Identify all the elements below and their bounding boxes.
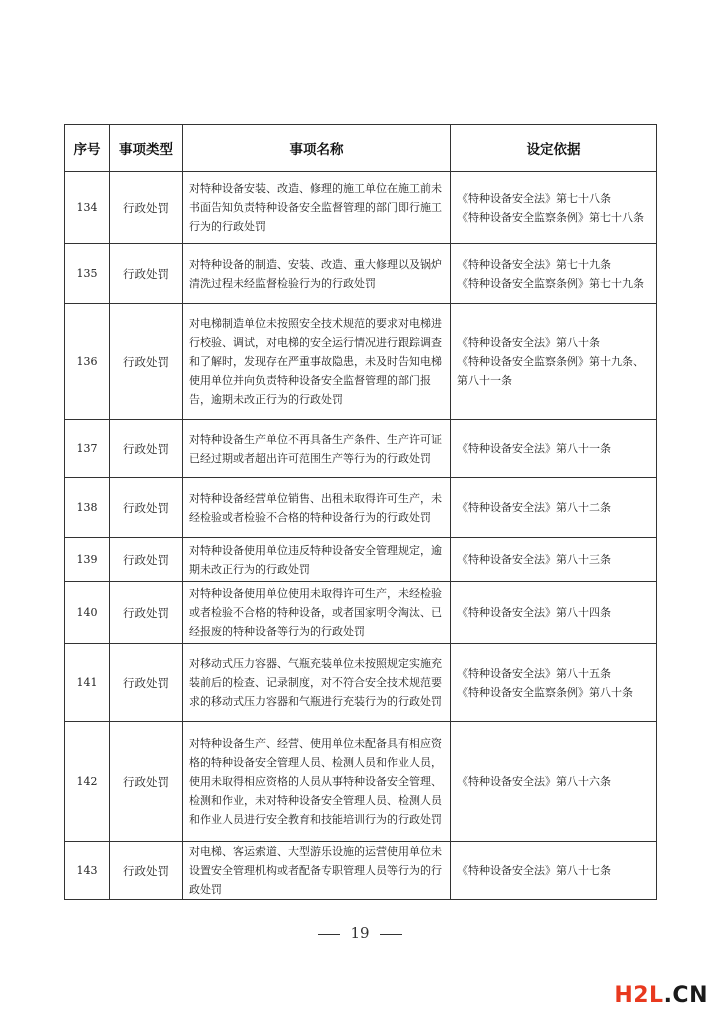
table-row bbox=[65, 420, 657, 478]
basis-line: 《特种设备安全法》第八十条 bbox=[457, 336, 600, 349]
basis-line: 《特种设备安全监察条例》第十九条、第八十一条 bbox=[457, 355, 644, 387]
table-row bbox=[65, 644, 657, 722]
row-type: 行政处罚 bbox=[110, 842, 183, 900]
row-seq: 139 bbox=[65, 538, 110, 582]
basis-line: 《特种设备安全法》第八十七条 bbox=[457, 864, 611, 877]
site-watermark bbox=[614, 983, 708, 1008]
row-type: 行政处罚 bbox=[110, 244, 183, 304]
row-name: 对电梯、客运索道、大型游乐设施的运营使用单位未设置安全管理机构或者配备专职管理人员等行为的行政处罚 bbox=[183, 842, 451, 900]
row-seq: 134 bbox=[65, 172, 110, 244]
row-type: 行政处罚 bbox=[110, 644, 183, 722]
items-table bbox=[64, 124, 657, 900]
row-type: 行政处罚 bbox=[110, 420, 183, 478]
row-type: 行政处罚 bbox=[110, 172, 183, 244]
page-number bbox=[0, 924, 720, 942]
table-row bbox=[65, 538, 657, 582]
row-basis bbox=[451, 244, 657, 304]
row-name: 对电梯制造单位未按照安全技术规范的要求对电梯进行校验、调试，对电梯的安全运行情况进行跟踪调查和了解时，发现存在严重事故隐患，未及时告知电梯使用单位并向负责特种设备安全监督管理的部门报告，逾期未改正行为的行政处罚 bbox=[183, 304, 451, 420]
basis-line: 《特种设备安全法》第八十五条 bbox=[457, 666, 611, 680]
row-seq: 143 bbox=[65, 842, 110, 900]
row-basis bbox=[451, 538, 657, 582]
row-seq: 140 bbox=[65, 582, 110, 644]
table-row bbox=[65, 244, 657, 304]
row-name: 对移动式压力容器、气瓶充装单位未按照规定实施充装前后的检查、记录制度，对不符合安全技术规范要求的移动式压力容器和气瓶进行充装行为的行政处罚 bbox=[183, 644, 451, 722]
row-seq: 136 bbox=[65, 304, 110, 420]
basis-line: 《特种设备安全法》第八十一条 bbox=[457, 442, 611, 455]
row-type: 行政处罚 bbox=[110, 478, 183, 538]
row-basis bbox=[451, 478, 657, 538]
row-name: 对特种设备的制造、安装、改造、重大修理以及锅炉清洗过程未经监督检验行为的行政处罚 bbox=[183, 244, 451, 304]
row-seq: 141 bbox=[65, 644, 110, 722]
row-seq: 138 bbox=[65, 478, 110, 538]
row-seq: 137 bbox=[65, 420, 110, 478]
row-type: 行政处罚 bbox=[110, 304, 183, 420]
watermark-h2l: H2L bbox=[614, 983, 664, 1008]
page-number-left-dash bbox=[318, 934, 340, 935]
row-basis bbox=[451, 172, 657, 244]
table-row bbox=[65, 722, 657, 842]
row-name: 对特种设备使用单位违反特种设备安全管理规定，逾期未改正行为的行政处罚 bbox=[183, 538, 451, 582]
table-row bbox=[65, 172, 657, 244]
row-seq: 142 bbox=[65, 722, 110, 842]
basis-line: 《特种设备安全法》第八十六条 bbox=[457, 775, 611, 788]
row-name: 对特种设备生产、经营、使用单位未配备具有相应资格的特种设备安全管理人员、检测人员和作业人员，使用未取得相应资格的人员从事特种设备安全管理、检测和作业，未对特种设备安全管理人员、检测人员和作业人员进行安全教育和技能培训行为的行政处罚 bbox=[183, 722, 451, 842]
row-type: 行政处罚 bbox=[110, 722, 183, 842]
basis-line: 《特种设备安全法》第七十八条 bbox=[457, 191, 611, 205]
header-seq: 序号 bbox=[65, 125, 110, 172]
row-name: 对特种设备安装、改造、修理的施工单位在施工前未书面告知负责特种设备安全监督管理的部门即行施工行为的行政处罚 bbox=[183, 172, 451, 244]
watermark-cn: .CN bbox=[663, 983, 708, 1008]
row-basis bbox=[451, 644, 657, 722]
row-basis bbox=[451, 420, 657, 478]
basis-line: 《特种设备安全法》第七十九条 bbox=[457, 257, 611, 271]
basis-line: 《特种设备安全法》第八十四条 bbox=[457, 606, 611, 619]
row-name: 对特种设备生产单位不再具备生产条件、生产许可证已经过期或者超出许可范围生产等行为的行政处罚 bbox=[183, 420, 451, 478]
table-row bbox=[65, 582, 657, 644]
row-basis bbox=[451, 304, 657, 420]
row-name: 对特种设备使用单位使用未取得许可生产，未经检验或者检验不合格的特种设备，或者国家明令淘汰、已经报废的特种设备等行为的行政处罚 bbox=[183, 582, 451, 644]
basis-line: 《特种设备安全监察条例》第八十条 bbox=[457, 685, 633, 699]
table-row bbox=[65, 304, 657, 420]
table-row bbox=[65, 842, 657, 900]
header-basis: 设定依据 bbox=[451, 125, 657, 172]
row-type: 行政处罚 bbox=[110, 582, 183, 644]
row-basis bbox=[451, 722, 657, 842]
header-type: 事项类型 bbox=[110, 125, 183, 172]
basis-line: 《特种设备安全监察条例》第七十九条 bbox=[457, 276, 644, 290]
basis-line: 《特种设备安全监察条例》第七十八条 bbox=[457, 210, 644, 224]
page-number-right-dash bbox=[380, 934, 402, 935]
page-number-value: 19 bbox=[350, 924, 370, 942]
row-basis bbox=[451, 582, 657, 644]
row-name: 对特种设备经营单位销售、出租未取得许可生产，未经检验或者检验不合格的特种设备行为的行政处罚 bbox=[183, 478, 451, 538]
basis-line: 《特种设备安全法》第八十二条 bbox=[457, 501, 611, 514]
table-row bbox=[65, 478, 657, 538]
row-basis bbox=[451, 842, 657, 900]
header-name: 事项名称 bbox=[183, 125, 451, 172]
row-seq: 135 bbox=[65, 244, 110, 304]
basis-line: 《特种设备安全法》第八十三条 bbox=[457, 553, 611, 566]
row-type: 行政处罚 bbox=[110, 538, 183, 582]
table-header-row bbox=[65, 125, 657, 172]
